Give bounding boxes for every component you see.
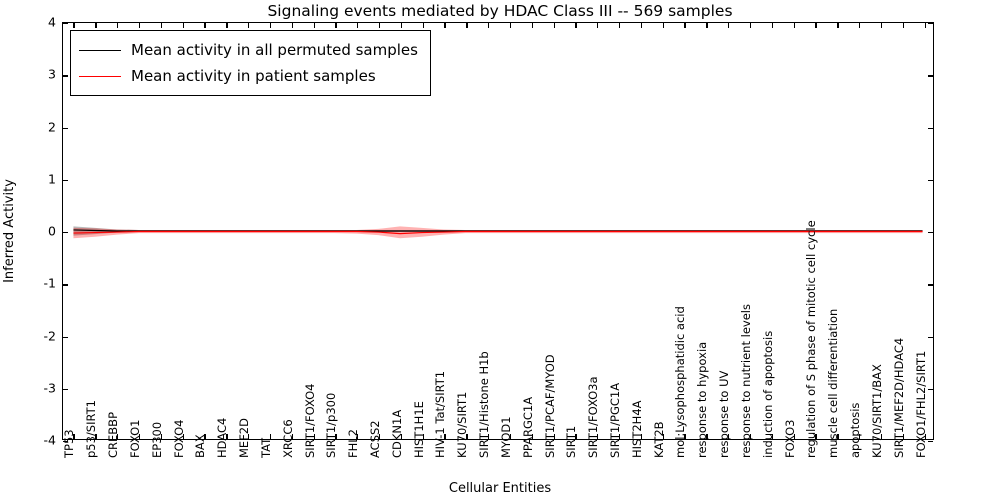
x-tick-mark [619, 23, 620, 28]
x-tick-mark [815, 23, 816, 28]
legend-item[interactable] [79, 63, 418, 89]
x-tick-label: mol:Lysophosphatidic acid [673, 306, 688, 458]
y-tick-label: 4 [48, 14, 56, 30]
x-tick-mark [532, 23, 533, 28]
y-tick-mark [928, 23, 933, 24]
series-band [73, 226, 922, 238]
x-tick-mark [292, 23, 293, 28]
x-tick-label: SIRT1/FOXO3a [586, 376, 601, 458]
x-tick-mark [226, 23, 227, 28]
legend-label: Mean activity in all permuted samples [131, 41, 418, 59]
legend-label: Mean activity in patient samples [131, 67, 376, 85]
y-tick-label: 0 [48, 223, 56, 239]
y-tick-mark [928, 232, 933, 233]
y-tick-label: 1 [48, 171, 56, 187]
x-tick-mark [575, 23, 576, 28]
x-tick-label: FOXO3 [782, 419, 797, 458]
y-tick-mark [928, 389, 933, 390]
y-tick-label: -3 [43, 380, 56, 396]
x-tick-label: apoptosis [848, 402, 863, 458]
x-tick-mark [139, 23, 140, 28]
x-tick-label: FOXO1/FHL2/SIRT1 [913, 350, 928, 458]
x-tick-label: FHL2 [346, 429, 361, 458]
x-tick-label: SIRT1/MEF2D/HDAC4 [891, 337, 906, 458]
x-tick-label: muscle cell differentiation [826, 308, 841, 458]
x-tick-label: CDKN1A [389, 409, 404, 458]
y-tick-mark [63, 389, 68, 390]
x-tick-mark [728, 23, 729, 28]
x-tick-mark [488, 23, 489, 28]
x-tick-mark [95, 23, 96, 28]
x-tick-label: HIST1H1E [411, 401, 426, 458]
y-tick-mark [928, 284, 933, 285]
y-tick-mark [63, 75, 68, 76]
x-tick-label: KAT2B [651, 421, 666, 458]
x-tick-mark [837, 23, 838, 28]
y-tick-mark [928, 128, 933, 129]
x-tick-mark [510, 23, 511, 28]
x-tick-mark [925, 23, 926, 28]
y-tick-mark [63, 128, 68, 129]
x-tick-label: PPARGC1A [520, 396, 535, 458]
y-tick-label: 3 [48, 66, 56, 82]
x-tick-mark [423, 23, 424, 28]
x-tick-label: SIRT1/PGC1A [608, 382, 623, 458]
x-tick-mark [750, 23, 751, 28]
x-tick-label: MEF2D [237, 418, 252, 458]
x-tick-label: SIRT1 [564, 425, 579, 458]
x-tick-label: p53/SIRT1 [84, 400, 99, 458]
x-tick-label: response to nutrient levels [738, 304, 753, 458]
x-tick-mark [270, 23, 271, 28]
x-tick-mark [335, 23, 336, 28]
x-tick-label: HDAC4 [215, 417, 230, 458]
y-tick-mark [63, 337, 68, 338]
x-tick-mark [117, 23, 118, 28]
y-tick-mark [928, 441, 933, 442]
x-tick-label: CREBBP [106, 412, 121, 458]
x-tick-mark [794, 23, 795, 28]
x-axis-label: Cellular Entities [448, 481, 552, 496]
x-tick-label: FOXO1 [127, 419, 142, 458]
x-tick-mark [554, 23, 555, 28]
x-tick-mark [466, 23, 467, 28]
x-tick-mark [183, 23, 184, 28]
x-tick-label: MYOD1 [498, 416, 513, 458]
x-tick-label: TP53 [62, 429, 77, 458]
x-tick-label: SIRT1/PCAF/MYOD [542, 354, 557, 458]
y-tick-mark [63, 180, 68, 181]
y-tick-label: -1 [43, 275, 56, 291]
y-tick-mark [63, 232, 68, 233]
x-tick-label: EP300 [149, 421, 164, 458]
x-tick-label: regulation of S phase of mitotic cell cycle [804, 220, 819, 458]
x-tick-label: response to hypoxia [695, 341, 710, 458]
x-tick-mark [204, 23, 205, 28]
legend-item[interactable] [79, 37, 418, 63]
x-tick-label: KU70/SIRT1 [455, 391, 470, 458]
x-tick-label: XRCC6 [280, 419, 295, 458]
y-tick-mark [928, 180, 933, 181]
y-tick-mark [63, 23, 68, 24]
y-tick-mark [928, 75, 933, 76]
x-tick-mark [641, 23, 642, 28]
y-tick-mark [928, 337, 933, 338]
x-tick-label: HIV-1 Tat/SIRT1 [433, 370, 448, 458]
x-tick-mark [248, 23, 249, 28]
x-tick-mark [161, 23, 162, 28]
x-tick-mark [73, 23, 74, 28]
x-tick-mark [706, 23, 707, 28]
y-tick-label: 2 [48, 119, 56, 134]
x-tick-mark [684, 23, 685, 28]
x-tick-mark [772, 23, 773, 28]
chart-title: Signaling events mediated by HDAC Class III -- 569 samples [267, 2, 733, 20]
x-tick-mark [597, 23, 598, 28]
x-tick-mark [663, 23, 664, 28]
x-tick-mark [859, 23, 860, 28]
x-tick-label: HIST2H4A [629, 400, 644, 458]
y-axis-label: Inferred Activity [2, 179, 17, 283]
legend-swatch [79, 76, 121, 77]
x-tick-mark [379, 23, 380, 28]
x-tick-mark [903, 23, 904, 28]
y-tick-label: -4 [43, 432, 56, 448]
x-tick-label: KU70/SIRT1/BAX [869, 364, 884, 458]
x-tick-mark [357, 23, 358, 28]
x-tick-label: induction of apoptosis [760, 330, 775, 458]
x-tick-mark [314, 23, 315, 28]
x-tick-label: BAX [193, 434, 208, 458]
x-tick-mark [881, 23, 882, 28]
x-tick-mark [444, 23, 445, 28]
y-tick-mark [63, 284, 68, 285]
x-tick-label: TAT [258, 437, 273, 458]
y-tick-label: -2 [43, 328, 56, 343]
x-tick-mark [401, 23, 402, 28]
x-tick-label: SIRT1/FOXO4 [302, 383, 317, 458]
x-tick-label: response to UV [717, 370, 732, 458]
x-tick-label: SIRT1/p300 [324, 392, 339, 458]
x-tick-label: ACSS2 [367, 420, 382, 458]
x-tick-label: SIRT1/Histone H1b [477, 351, 492, 458]
legend-swatch [79, 50, 121, 51]
legend [70, 30, 431, 96]
x-tick-label: FOXO4 [171, 419, 186, 458]
